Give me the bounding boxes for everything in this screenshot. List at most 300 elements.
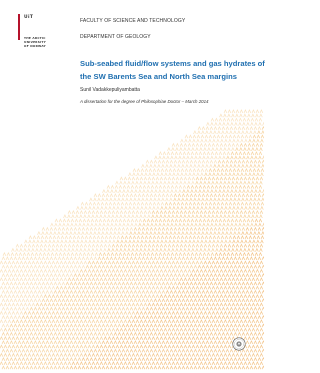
pattern-mark [255,219,258,222]
pattern-mark [232,110,235,113]
pattern-mark [30,274,33,277]
pattern-mark [100,278,103,281]
pattern-mark [52,354,55,357]
pattern-mark [58,257,61,260]
pattern-mark [18,274,21,277]
pattern-mark [220,177,223,180]
pattern-mark [241,207,244,210]
pattern-mark [172,295,175,298]
pattern-mark [215,118,218,121]
pattern-mark [184,148,187,151]
pattern-mark [247,123,250,126]
pattern-mark [20,278,23,281]
pattern-mark [206,366,209,369]
pattern-mark [184,261,187,264]
pattern-mark [251,123,254,126]
pattern-mark [52,345,55,348]
pattern-mark [40,270,43,273]
pattern-mark [124,328,127,331]
pattern-mark [204,362,207,365]
pattern-mark [118,316,121,319]
pattern-mark [170,358,173,361]
pattern-mark [190,341,193,344]
pattern-mark [228,312,231,315]
pattern-mark [212,144,215,147]
pattern-mark [260,215,263,218]
pattern-mark [204,295,207,298]
pattern-mark [27,253,30,256]
pattern-mark [197,135,200,138]
pattern-mark [227,152,230,155]
pattern-mark [206,257,209,260]
pattern-mark [156,362,159,365]
pattern-mark [227,190,230,193]
pattern-mark [226,257,229,260]
pattern-mark [245,236,248,239]
pattern-mark [184,244,187,247]
pattern-mark [237,135,240,138]
pattern-mark [214,366,217,369]
pattern-mark [132,181,135,184]
pattern-mark [229,173,232,176]
pattern-mark [210,291,213,294]
pattern-mark [226,198,229,201]
pattern-mark [200,244,203,247]
pattern-mark [72,345,75,348]
pattern-mark [215,190,218,193]
pattern-mark [202,358,205,361]
pattern-mark [244,278,247,281]
pattern-mark [124,244,127,247]
pattern-mark [252,278,255,281]
pattern-mark [118,366,121,369]
pattern-mark [60,249,63,252]
pattern-mark [22,316,25,319]
pattern-mark [42,257,45,260]
pattern-mark [199,186,202,189]
pattern-mark [178,194,181,197]
pattern-mark [128,244,131,247]
pattern-mark [87,219,90,222]
pattern-mark [118,282,121,285]
pattern-mark [139,219,142,222]
pattern-mark [199,253,202,256]
pattern-mark [52,362,55,365]
pattern-mark [115,219,118,222]
pattern-mark [199,223,202,226]
pattern-mark [232,278,235,281]
pattern-mark [76,320,79,323]
pattern-mark [260,337,263,340]
pattern-mark [53,236,56,239]
pattern-mark [144,286,147,289]
pattern-mark [132,320,135,323]
pattern-mark [193,202,196,205]
pattern-mark [44,362,47,365]
pattern-mark [192,320,195,323]
pattern-mark [150,324,153,327]
pattern-mark [22,324,25,327]
pattern-mark [136,177,139,180]
pattern-mark [248,345,251,348]
pattern-mark [124,249,127,252]
pattern-mark [194,366,197,369]
pattern-mark [163,253,166,256]
pattern-mark [246,291,249,294]
university-logo [18,14,58,50]
pattern-mark [212,303,215,306]
pattern-mark [24,286,27,289]
pattern-mark [226,299,229,302]
pattern-mark [134,341,137,344]
pattern-mark [156,181,159,184]
pattern-mark [74,291,77,294]
pattern-mark [64,270,67,273]
pattern-mark [240,249,243,252]
pattern-mark [96,286,99,289]
pattern-mark [220,144,223,147]
pattern-mark [62,228,65,231]
pattern-mark [12,328,15,331]
pattern-mark [246,160,249,163]
pattern-mark [148,270,151,273]
pattern-mark [101,207,104,210]
pattern-mark [208,144,211,147]
pattern-mark [0,354,3,357]
pattern-mark [46,274,49,277]
pattern-mark [211,253,214,256]
pattern-mark [162,366,165,369]
pattern-mark [185,169,188,172]
pattern-mark [238,358,241,361]
pattern-mark [178,341,181,344]
pattern-mark [68,320,71,323]
pattern-mark [129,236,132,239]
pattern-mark [204,181,207,184]
pattern-mark [36,278,39,281]
pattern-mark [152,177,155,180]
pattern-mark [102,341,105,344]
pattern-mark [157,207,160,210]
pattern-mark [228,249,231,252]
pattern-mark [162,341,165,344]
pattern-mark [30,358,33,361]
pattern-mark [170,316,173,319]
pattern-mark [202,257,205,260]
pattern-mark [212,177,215,180]
pattern-mark [244,270,247,273]
pattern-mark [237,207,240,210]
pattern-mark [10,333,13,336]
pattern-mark [250,274,253,277]
pattern-mark [246,265,249,268]
pattern-mark [51,223,54,226]
pattern-mark [262,333,264,336]
pattern-mark [261,135,264,138]
pattern-mark [211,190,214,193]
pattern-mark [248,362,251,365]
pattern-mark [234,324,237,327]
pattern-mark [252,320,255,323]
pattern-mark [38,349,41,352]
pattern-mark [183,223,186,226]
pattern-mark [194,228,197,231]
pattern-mark [190,282,193,285]
pattern-mark [30,307,33,310]
pattern-mark [18,341,21,344]
pattern-mark [78,341,81,344]
pattern-mark [2,282,5,285]
pattern-mark [120,328,123,331]
pattern-mark [16,270,19,273]
pattern-mark [132,337,135,340]
pattern-mark [180,181,183,184]
pattern-mark [98,307,101,310]
pattern-mark [207,219,210,222]
pattern-mark [26,291,29,294]
pattern-mark [134,257,137,260]
pattern-mark [198,366,201,369]
pattern-mark [208,337,211,340]
pattern-mark [74,257,77,260]
pattern-mark [99,219,102,222]
pattern-mark [184,295,187,298]
pattern-mark [174,307,177,310]
pattern-mark [89,207,92,210]
pattern-mark [224,295,227,298]
pattern-mark [84,337,87,340]
pattern-mark [82,299,85,302]
pattern-mark [147,190,150,193]
pattern-mark [232,181,235,184]
pattern-mark [48,270,51,273]
pattern-mark [148,261,151,264]
pattern-mark [206,324,209,327]
pattern-mark [218,299,221,302]
department-name: DEPARTMENT OF GEOLOGY [80,34,151,40]
pattern-mark [80,249,83,252]
pattern-mark [72,211,75,214]
pattern-mark [180,270,183,273]
pattern-mark [228,303,231,306]
pattern-mark [82,265,85,268]
pattern-mark [169,240,172,243]
pattern-mark [170,299,173,302]
pattern-mark [216,362,219,365]
pattern-mark [20,320,23,323]
pattern-mark [248,270,251,273]
pattern-mark [58,307,61,310]
pattern-mark [236,362,239,365]
pattern-mark [242,232,245,235]
pattern-mark [22,282,25,285]
pattern-mark [190,165,193,168]
pattern-mark [168,303,171,306]
pattern-mark [222,291,225,294]
pattern-mark [168,211,171,214]
pattern-mark [96,261,99,264]
pattern-mark [130,333,133,336]
pattern-mark [152,337,155,340]
pattern-mark [11,253,14,256]
pattern-mark [166,160,169,163]
pattern-mark [204,354,207,357]
pattern-mark [243,123,246,126]
pattern-mark [204,215,207,218]
pattern-mark [162,232,165,235]
pattern-mark [178,299,181,302]
pattern-mark [196,177,199,180]
pattern-mark [90,333,93,336]
pattern-mark [244,148,247,151]
pattern-mark [34,265,37,268]
pattern-mark [121,202,124,205]
pattern-mark [56,278,59,281]
pattern-mark [160,270,163,273]
pattern-mark [208,211,211,214]
pattern-mark [46,265,49,268]
pattern-mark [6,316,9,319]
pattern-mark [34,282,37,285]
pattern-mark [260,261,263,264]
pattern-mark [222,198,225,201]
pattern-mark [252,337,255,340]
pattern-mark [194,232,197,235]
pattern-mark [50,282,53,285]
pattern-mark [120,295,123,298]
pattern-mark [262,316,264,319]
pattern-mark [52,286,55,289]
pattern-mark [142,274,145,277]
pattern-mark [116,249,119,252]
pattern-mark [88,312,91,315]
pattern-mark [152,328,155,331]
pattern-mark [187,253,190,256]
pattern-mark [248,177,251,180]
pattern-mark [212,328,215,331]
pattern-mark [130,341,133,344]
pattern-mark [124,303,127,306]
pattern-mark [94,341,97,344]
pattern-mark [178,257,181,260]
pattern-mark [166,274,169,277]
pattern-mark [248,337,251,340]
pattern-mark [2,324,5,327]
pattern-mark [74,341,77,344]
pattern-mark [214,324,217,327]
pattern-mark [102,198,105,201]
pattern-mark [100,328,103,331]
pattern-mark [258,341,261,344]
pattern-mark [186,282,189,285]
pattern-mark [34,358,37,361]
pattern-mark [173,240,176,243]
pattern-mark [104,328,107,331]
pattern-mark [106,358,109,361]
pattern-mark [189,135,192,138]
pattern-mark [52,303,55,306]
pattern-mark [210,198,213,201]
pattern-mark [233,169,236,172]
pattern-mark [114,358,117,361]
pattern-mark [106,198,109,201]
pattern-mark [132,362,135,365]
pattern-mark [26,257,29,260]
pattern-mark [182,324,185,327]
pattern-mark [66,333,69,336]
pattern-mark [232,114,235,117]
pattern-mark [231,190,234,193]
pattern-mark [190,307,193,310]
pattern-mark [94,274,97,277]
pattern-mark [6,265,9,268]
pattern-mark [251,186,254,189]
pattern-mark [257,173,260,176]
pattern-mark [114,257,117,260]
pattern-mark [207,152,210,155]
pattern-mark [155,186,158,189]
pattern-mark [10,341,13,344]
pattern-mark [100,211,103,214]
pattern-mark [72,295,75,298]
pattern-mark [202,198,205,201]
pattern-mark [84,261,87,264]
pattern-mark [218,232,221,235]
pattern-mark [214,316,217,319]
pattern-mark [147,223,150,226]
pattern-mark [210,349,213,352]
pattern-mark [240,295,243,298]
pattern-mark [32,312,35,315]
pattern-mark [34,349,37,352]
pattern-mark [98,324,101,327]
pattern-mark [227,186,230,189]
pattern-mark [236,320,239,323]
pattern-mark [121,240,124,243]
pattern-mark [201,207,204,210]
pattern-mark [146,257,149,260]
pattern-mark [131,253,134,256]
pattern-mark [178,228,181,231]
pattern-mark [86,333,89,336]
pattern-mark [175,223,178,226]
pattern-mark [110,358,113,361]
pattern-mark [16,295,19,298]
pattern-mark [74,232,77,235]
pattern-mark [50,316,53,319]
pattern-mark [150,194,153,197]
pattern-mark [16,337,19,340]
pattern-mark [84,270,87,273]
pattern-mark [122,333,125,336]
pattern-mark [65,240,68,243]
pattern-mark [48,261,51,264]
pattern-mark [92,249,95,252]
pattern-mark [134,324,137,327]
pattern-mark [140,362,143,365]
pattern-mark [52,261,55,264]
pattern-mark [152,278,155,281]
pattern-mark [52,270,55,273]
pattern-mark [223,219,226,222]
pattern-mark [103,223,106,226]
pattern-mark [126,291,129,294]
pattern-mark [221,173,224,176]
pattern-mark [74,274,77,277]
pattern-mark [134,349,137,352]
pattern-mark [98,228,101,231]
pattern-mark [42,291,45,294]
